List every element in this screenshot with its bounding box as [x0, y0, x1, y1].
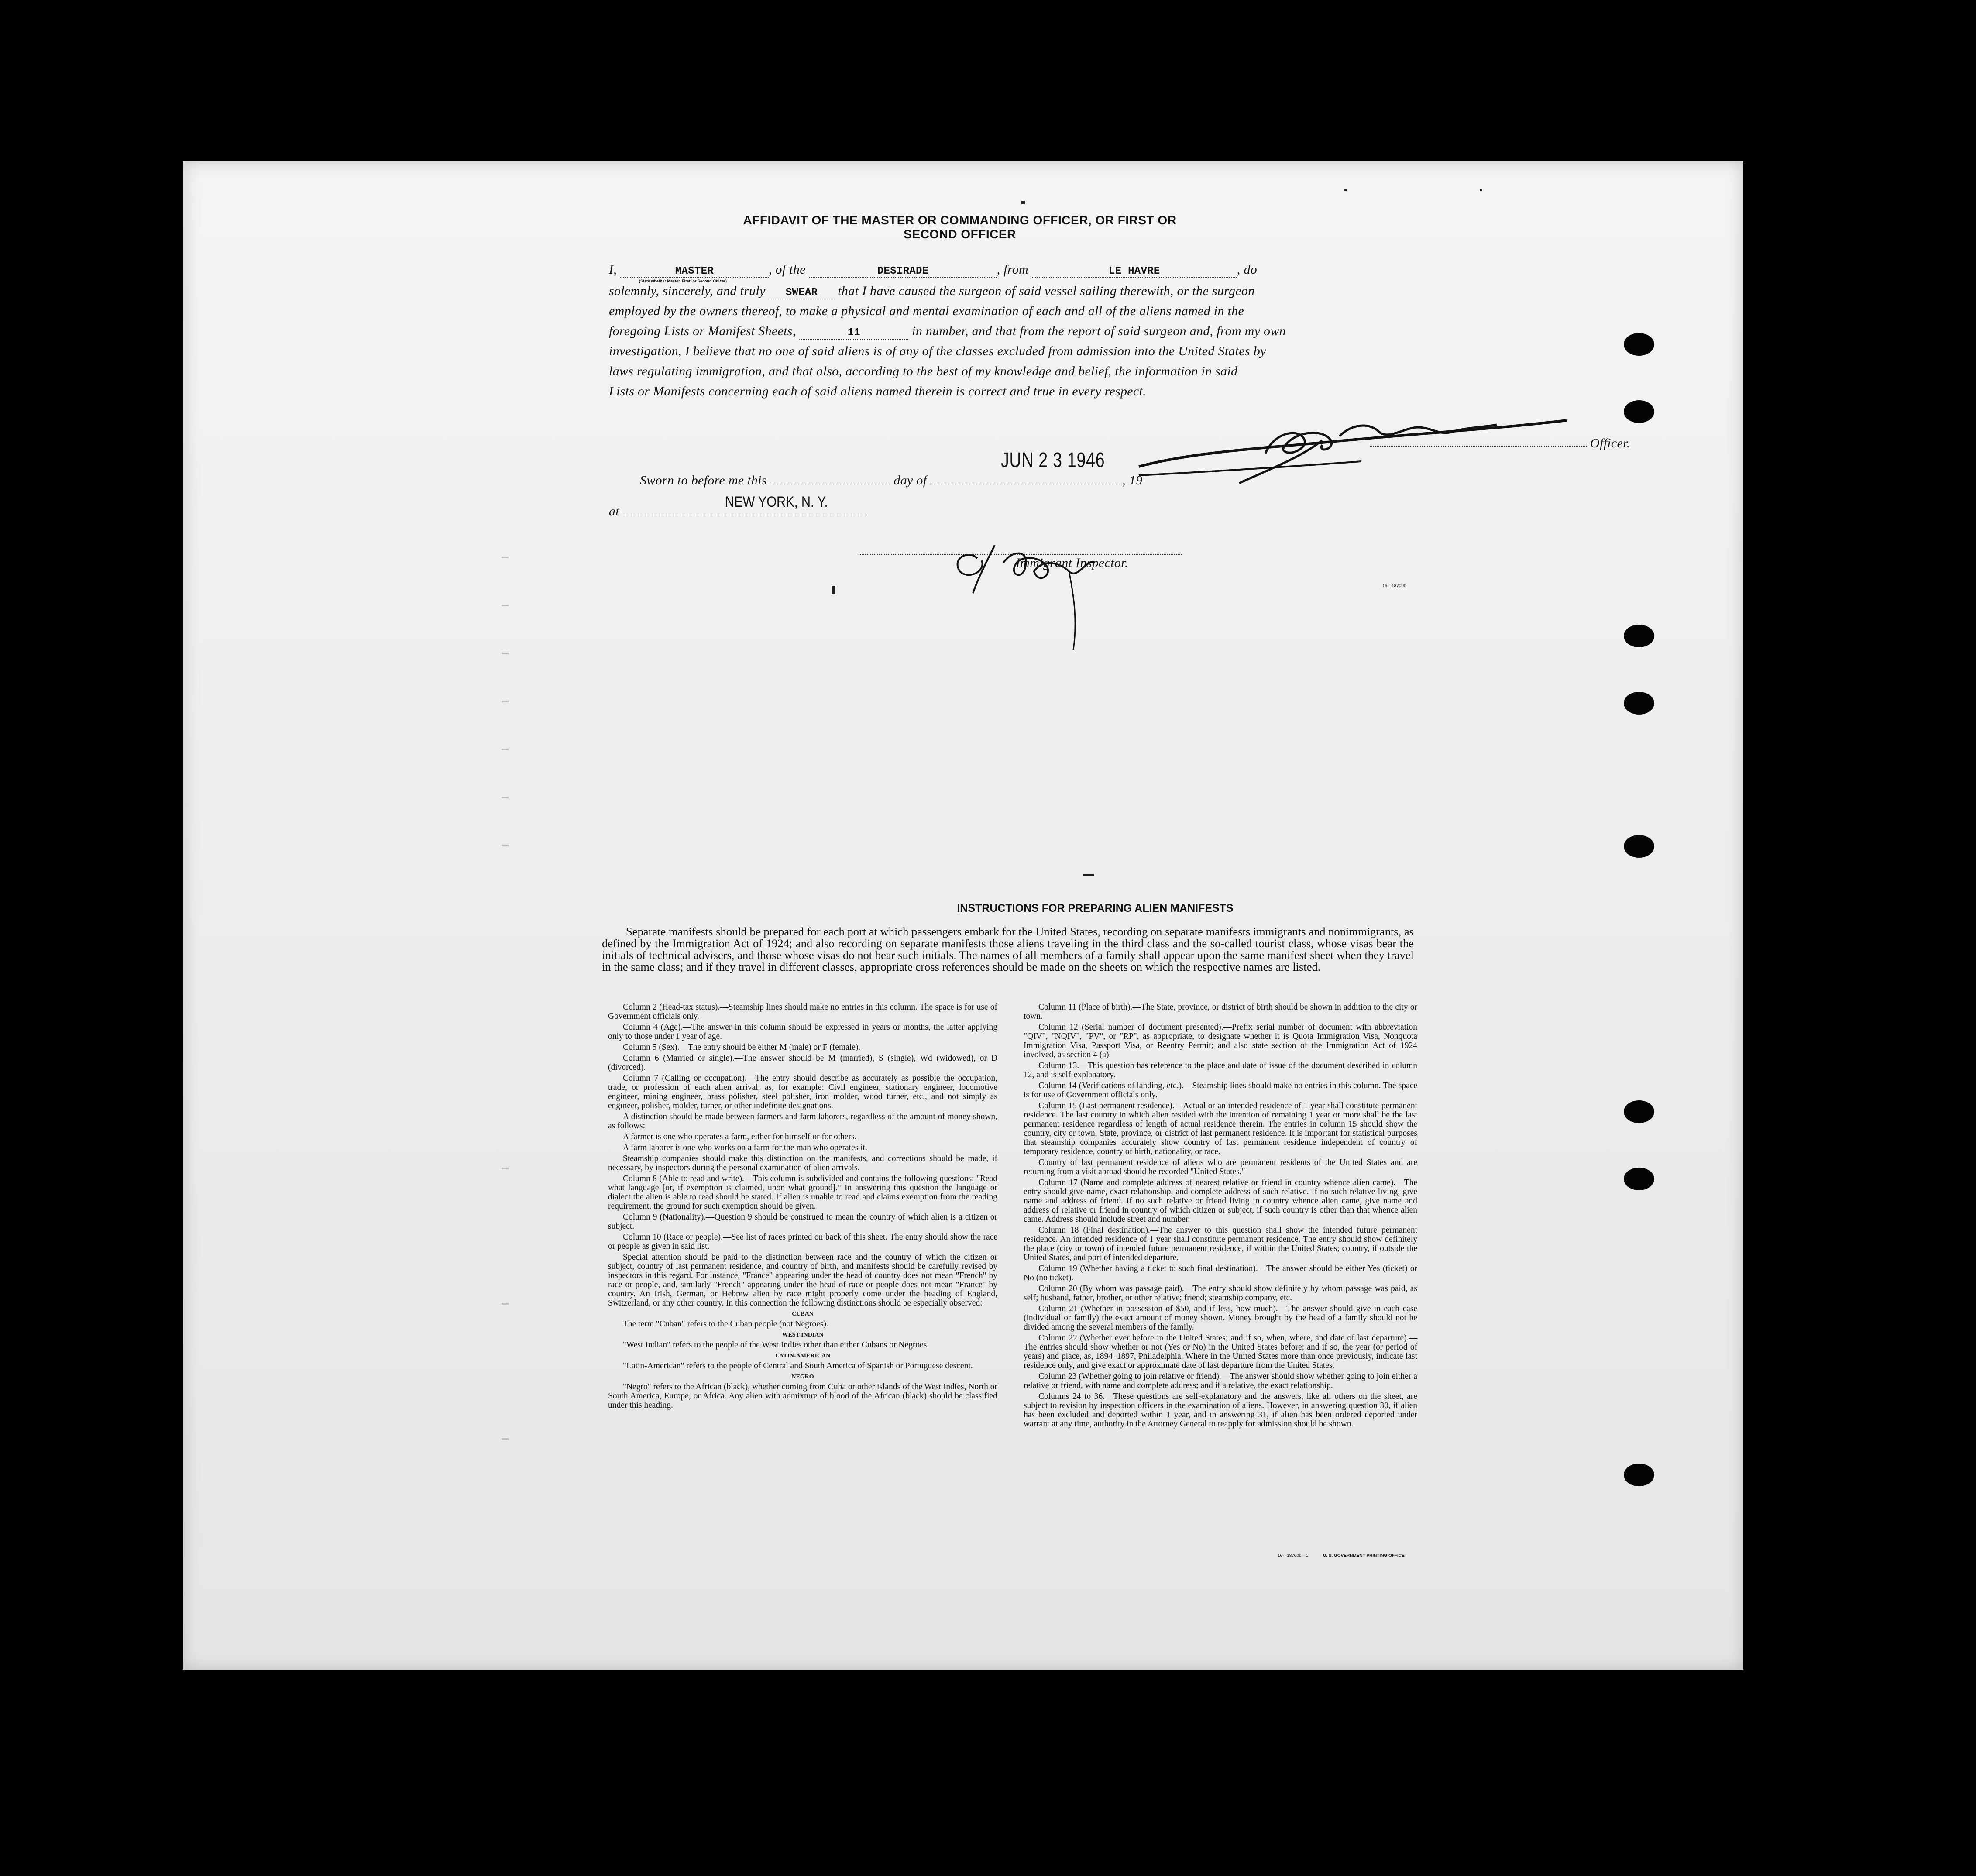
instruction-paragraph: "West Indian" refers to the people of the West Indies other than either Cubans or Negroes.	[623, 1340, 929, 1350]
instruction-paragraph: Column 2 (Head-tax status).—Steamship lines should make no entries in this column. The space is for use of Government officials only.	[608, 1003, 997, 1021]
affidavit-from: , from	[997, 262, 1028, 277]
affidavit-do: , do	[1237, 262, 1257, 277]
instruction-paragraph: A farm laborer is one who works on a farm for the man who operates it.	[623, 1143, 867, 1152]
affidavit-text: that I have caused the surgeon of said vessel sailing therewith, or the surgeon	[838, 284, 1255, 298]
instruction-paragraph: Column 23 (Whether going to join relative or friend).—The answer should show whether going to join either a relative or friend, with name and complete address; and if a relative, the exact relationship.	[1024, 1372, 1417, 1390]
officer-line	[1370, 446, 1588, 447]
affidavit-line-2	[609, 284, 1255, 299]
affidavit-line-6: laws regulating immigration, and that also, according to the best of my knowledge and belief, the information in said	[609, 364, 1238, 378]
affidavit-text: in number, and that from the report of said surgeon and, from my own	[912, 324, 1286, 338]
affidavit-line-7: Lists or Manifests concerning each of said aliens named therein is correct and true in every respect.	[609, 384, 1146, 399]
instruction-paragraph: The term "Cuban" refers to the Cuban people (not Negroes).	[623, 1319, 828, 1329]
affidavit-title: AFFIDAVIT OF THE MASTER OR COMMANDING OFFICER, OR FIRST OR SECOND OFFICER	[743, 213, 1177, 241]
instruction-paragraph: Column 22 (Whether ever before in the United States; and if so, when, where, and date of last departure).—The entries should show whether or not (Yes or No) in the United States before; and if so, the year (or period of years) and place, as, 1894–1897, Philadelphia. Where in the United States more than once previously, indicate last residence only, and give exact or approximate date of last departure from the United States.	[1024, 1333, 1417, 1370]
tick-mark	[502, 749, 509, 750]
affidavit-line-3: employed by the owners thereof, to make a physical and mental examination of each and all of the aliens named in the	[609, 304, 1244, 318]
instruction-paragraph: "Negro" refers to the African (black), whether coming from Cuba or other islands of the West Indies, North or South America, Europe, or Africa. Any alien with admixture of blood of the African (black) should be classified under this heading.	[608, 1382, 997, 1410]
punch-hole	[1624, 333, 1654, 356]
punch-hole	[1624, 400, 1654, 423]
instruction-paragraph: Steamship companies should make this distinction on the manifests, and corrections should be made, if necessary, by inspectors during the personal examination of alien arrivals.	[608, 1154, 997, 1172]
form-number: 16—18700b	[1382, 584, 1406, 588]
punch-hole	[1624, 1168, 1654, 1190]
affidavit-text: , 19	[1122, 473, 1143, 488]
inspector-line	[859, 554, 1182, 555]
sworn-month-field	[930, 475, 1122, 484]
instruction-paragraph: Columns 24 to 36.—These questions are self-explanatory and the answers, like all others on the sheet, are subject to revision by inspection officers in the examination of aliens. However, in answering question 30, if alien has been excluded and deported within 1 year, and in answering 31, if alien has been ordered deported under warrant at any time, authority in the Attorney General to reapply for admission should be shown.	[1024, 1392, 1417, 1429]
instruction-paragraph: Column 19 (Whether having a ticket to such final destination).—The answer should be either Yes (ticket) or No (no ticket).	[1024, 1264, 1417, 1282]
punch-hole	[1624, 1100, 1654, 1123]
sworn-line	[640, 473, 1142, 488]
tick-mark	[502, 797, 509, 798]
tick-mark	[502, 1438, 509, 1440]
instruction-paragraph: Column 20 (By whom was passage paid).—The entry should show definitely by whom passage was paid, as self; husband, father, brother, or other relative; friend; steamship company, etc.	[1024, 1284, 1417, 1302]
tick-mark	[502, 557, 509, 558]
officer-rank-field: MASTER	[620, 266, 769, 278]
inspector-signature	[938, 519, 1165, 650]
tick-mark	[502, 1303, 509, 1305]
oath-field: SWEAR	[769, 287, 834, 299]
affidavit-text: day of	[893, 473, 927, 488]
instruction-paragraph: "Latin-American" refers to the people of Central and South America of Spanish or Portuguese descent.	[623, 1361, 973, 1371]
punch-hole	[1624, 692, 1654, 715]
rank-note: (State whether Master, First, or Second Officer)	[639, 279, 727, 283]
manifest-page	[183, 161, 1743, 1670]
punch-hole	[1624, 835, 1654, 858]
affidavit-text: foregoing Lists or Manifest Sheets,	[609, 324, 796, 338]
instruction-paragraph: Column 15 (Last permanent residence).—Actual or an intended residence of 1 year shall constitute permanent residence. The last country in which alien resided with the intention of remaining 1 year or more shall be the last permanent residence regardless of length of actual residence therein. The entries in column 15 should show the country, city or town, State, province, or district of last permanent residence. It is important for statistical purposes that steamship companies accurately show country of last permanent residence independent of country of temporary residence, country of birth, nationality, or race.	[1024, 1101, 1417, 1156]
vessel-name-field: DESIRADE	[809, 266, 997, 278]
subheading-latin-american: LATIN-AMERICAN	[775, 1353, 831, 1359]
subheading-cuban: CUBAN	[792, 1311, 814, 1317]
scan-speck	[1021, 201, 1025, 204]
instruction-paragraph: Column 10 (Race or people).—See list of races printed on back of this sheet. The entry should show the race or people as given in said list.	[608, 1233, 997, 1251]
officer-label: Officer.	[1590, 436, 1630, 450]
inspector-label: Immigrant Inspector.	[1016, 556, 1128, 570]
footer-printing-office: U. S. GOVERNMENT PRINTING OFFICE	[1323, 1553, 1405, 1558]
affidavit-line-4	[609, 324, 1286, 340]
scan-speck	[1083, 874, 1094, 876]
instruction-paragraph: Column 14 (Verifications of landing, etc.).—Steamship lines should make no entries in this column. The space is for use of Government officials only.	[1024, 1081, 1417, 1099]
affidavit-line-1	[609, 262, 1257, 278]
punch-hole	[1624, 1464, 1654, 1486]
instruction-paragraph: Column 6 (Married or single).—The answer should be M (married), S (single), Wd (widowed), or D (divorced).	[608, 1054, 997, 1072]
date-stamp: JUN 2 3 1946	[1001, 449, 1105, 472]
instruction-paragraph: Column 18 (Final destination).—The answer to this question shall show the intended future permanent residence. An intended residence of 1 year shall constitute permanent residence. The entry should show definitely the place (city or town) of intended future permanent residence, if within the United States; country, if outside the United States, and port of intended departure.	[1024, 1226, 1417, 1262]
port-field: LE HAVRE	[1032, 266, 1237, 278]
instruction-paragraph: Column 8 (Able to read and write).—This column is subdivided and contains the following questions: "Read what language [or, if exemption is claimed, upon what ground]." In answering this question the language or dialect the alien is able to read should be stated. If alien is unable to read and claims exemption from the reading requirement, the ground for such exemption should be given.	[608, 1174, 997, 1211]
instruction-paragraph: A distinction should be made between farmers and farm laborers, regardless of the amount of money shown, as follows:	[608, 1112, 997, 1130]
instruction-paragraph: Column 7 (Calling or occupation).—The entry should describe as accurately as possible the occupation, trade, or profession of each alien arrival, as, for example: Civil engineer, stationary engineer, locomotive engineer, mining engineer, brass polisher, steel polisher, iron molder, wood turner, etc., and not simply as engineer, polisher, molder, turner, or other indefinite designations.	[608, 1074, 997, 1110]
affidavit-text: at	[609, 504, 619, 519]
subheading-negro: NEGRO	[791, 1374, 814, 1380]
affidavit-i: I,	[609, 262, 617, 277]
tick-mark	[502, 653, 509, 654]
subheading-west-indian: WEST INDIAN	[782, 1332, 824, 1338]
instruction-paragraph: Column 4 (Age).—The answer in this column should be expressed in years or months, the latter applying only to those under 1 year of age.	[608, 1023, 997, 1041]
affidavit-text: solemnly, sincerely, and truly	[609, 284, 766, 298]
scan-speck	[832, 586, 835, 594]
scan-speck	[1344, 189, 1347, 191]
tick-mark	[502, 1168, 509, 1169]
instruction-paragraph: Column 11 (Place of birth).—The State, province, or district of birth should be shown in addition to the city or town.	[1024, 1003, 1417, 1021]
place-stamp: NEW YORK, N. Y.	[725, 494, 828, 510]
affidavit-of-the: , of the	[768, 262, 806, 277]
scan-speck	[1480, 189, 1482, 191]
instructions-left-column	[608, 1003, 997, 1412]
instruction-paragraph: Column 17 (Name and complete address of nearest relative or friend in country whence alien came).—The entry should give name, exact relationship, and complete address of such relative. If no such relative living, give name and address of friend. If no such relative or friend living in country whence alien came, give name and address of relative or friend in country of which citizen or subject, if such country is other than that whence alien came. Address should include street and number.	[1024, 1178, 1417, 1224]
instruction-paragraph: Column 5 (Sex).—The entry should be either M (male) or F (female).	[623, 1043, 861, 1052]
instructions-right-column	[1024, 1003, 1417, 1430]
instruction-paragraph: A farmer is one who operates a farm, either for himself or for others.	[623, 1132, 857, 1141]
officer-signature	[1134, 405, 1588, 493]
affidavit-text: Sworn to before me this	[640, 473, 767, 488]
footer-form-number: 16—18700b—1	[1278, 1553, 1309, 1558]
tick-mark	[502, 605, 509, 606]
tick-mark	[502, 845, 509, 846]
instruction-paragraph: Column 9 (Nationality).—Question 9 should be construed to mean the country of which alien is a citizen or subject.	[608, 1213, 997, 1231]
instruction-paragraph: Country of last permanent residence of aliens who are permanent residents of the United States and are returning from a visit abroad should be recorded "United States."	[1024, 1158, 1417, 1176]
instruction-paragraph: Column 21 (Whether in possession of $50, and if less, how much).—The answer should give in each case (individual or family) the exact amount of money shown. Money brought by the head of a family should not be divided among the several members of the family.	[1024, 1304, 1417, 1332]
instructions-title: INSTRUCTIONS FOR PREPARING ALIEN MANIFESTS	[957, 902, 1234, 914]
tick-mark	[502, 701, 509, 702]
sheet-count-field: 11	[799, 327, 908, 340]
instruction-paragraph: Column 12 (Serial number of document presented).—Prefix serial number of document with abbreviation "QIV", "NQIV", "PV", or "RP", as appropriate, to designate whether it is Quota Immigration Visa, Nonquota Immigration Visa, Passport Visa, or Reentry Permit; and also state section of the Immigration Act of 1924 involved, as section 4 (a).	[1024, 1023, 1417, 1059]
sworn-date-field	[770, 475, 890, 484]
instruction-paragraph: Special attention should be paid to the distinction between race and the country of which the citizen or subject, country of last permanent residence, and country of birth, and manifests should be carefully revised by inspectors in this regard. For instance, "France" appearing under the head of country does not mean "French" by race or people, and, similarly "French" appearing under the head of race or people does not mean "France" by country. An Irish, German, or Hebrew alien by race might properly come under the heading of England, Switzerland, or any other country. In this connection the following distinctions should be especially observed:	[608, 1253, 997, 1308]
instructions-intro: Separate manifests should be prepared for each port at which passengers embark for the United States, recording on separate manifests immigrants and nonimmigrants, as defined by the Immigration Act of 1924; and also recording on separate manifests those aliens traveling in the third class and the so-called tourist class, whose visas bear the initials of technical advisers, and those whose visas do not bear such initials. The names of all members of a family shall appear upon the same manifest sheet when they travel in the same class; and if they travel in different classes, appropriate cross references should be made on the sheets on which the respective names are listed.	[602, 925, 1414, 973]
affidavit-line-5: investigation, I believe that no one of said aliens is of any of the classes excluded from admission into the United States by	[609, 344, 1266, 358]
punch-hole	[1624, 625, 1654, 647]
instruction-paragraph: Column 13.—This question has reference to the place and date of issue of the document described in column 12, and is self-explanatory.	[1024, 1061, 1417, 1079]
